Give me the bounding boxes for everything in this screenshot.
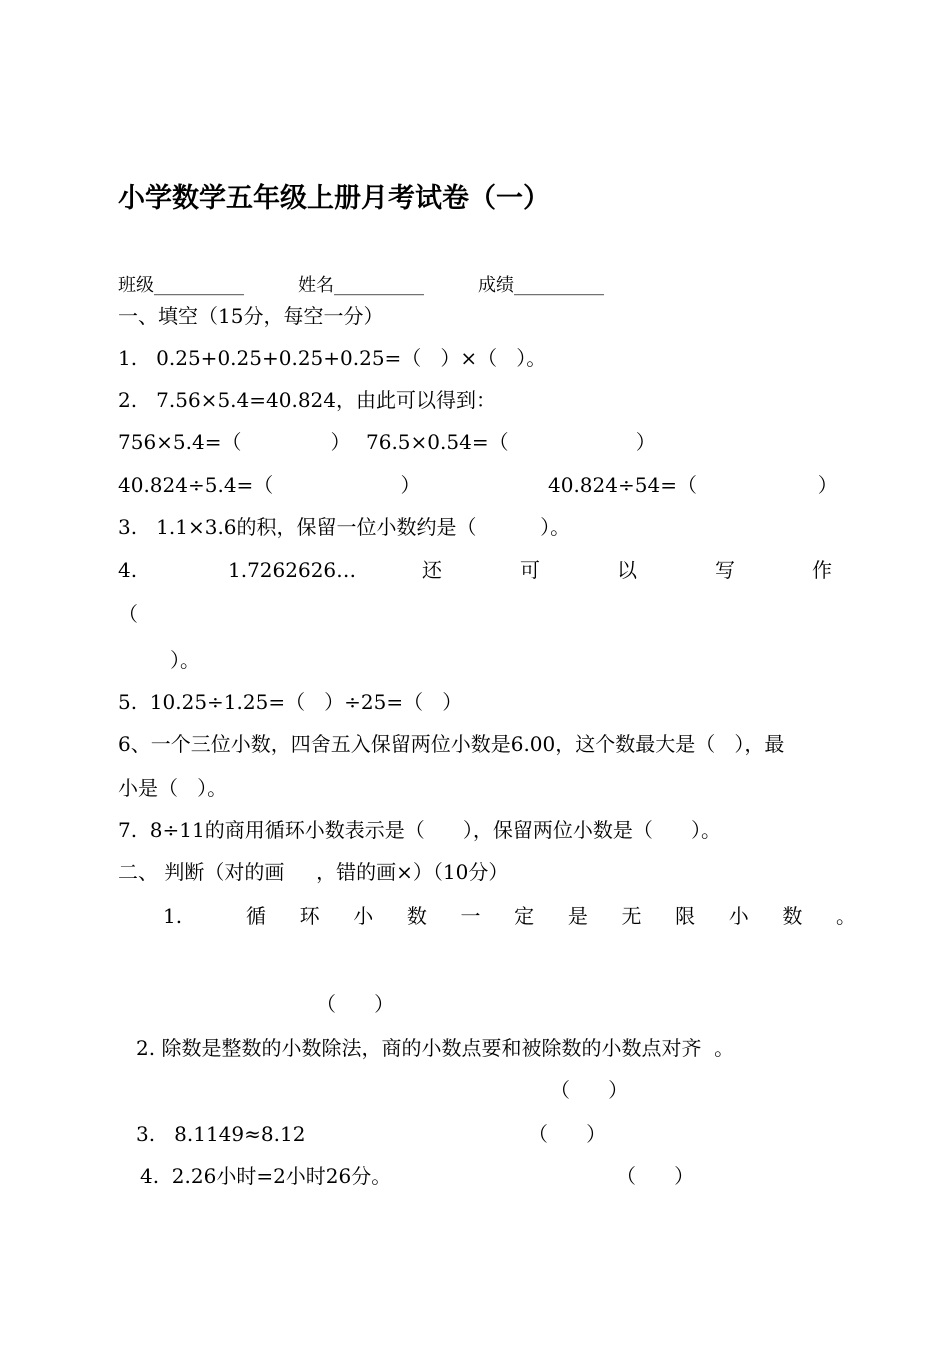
judge-1-char: 小 bbox=[353, 904, 374, 928]
judge-1-char: 是 bbox=[567, 904, 588, 928]
judge-3: 3. 8.1149≈8.12 bbox=[136, 1122, 306, 1146]
name-field: 姓名__________ bbox=[298, 275, 424, 296]
question-2b: 76.5×0.54=（ ） bbox=[366, 430, 656, 454]
question-4-paren-open: （ bbox=[118, 602, 138, 626]
judge-1-number: 1. bbox=[163, 904, 183, 928]
question-4-paren-close: ）。 bbox=[170, 648, 200, 672]
question-6-line1: 6、一个三位小数，四舍五入保留两位小数是6.00，这个数最大是（ ），最 bbox=[118, 732, 785, 756]
question-4-value: 1.7262626… bbox=[228, 558, 357, 582]
question-2c: 40.824÷5.4=（ ） bbox=[118, 473, 421, 497]
judge-1-char: 环 bbox=[299, 904, 320, 928]
judge-1-char: 小 bbox=[728, 904, 749, 928]
page-title: 小学数学五年级上册月考试卷（一） bbox=[118, 183, 550, 214]
section2-heading: 二、 判断（对的画 ，错的画×）（10分） bbox=[118, 860, 509, 884]
judge-3-paren: （ ） bbox=[528, 1122, 607, 1146]
question-4-word: 可 bbox=[520, 558, 540, 582]
judge-1-char: 。 bbox=[836, 904, 856, 928]
judge-1-char: 数 bbox=[782, 904, 803, 928]
question-2d: 40.824÷54=（ ） bbox=[548, 473, 838, 497]
judge-1-char: 定 bbox=[514, 904, 535, 928]
question-3: 3. 1.1×3.6的积，保留一位小数约是（ ）。 bbox=[118, 515, 571, 539]
judge-1-char: 数 bbox=[406, 904, 427, 928]
judge-2-paren: （ ） bbox=[550, 1078, 629, 1102]
question-2a: 756×5.4=（ ） bbox=[118, 430, 351, 454]
question-4-word: 以 bbox=[617, 558, 637, 582]
judge-4: 4. 2.26小时=2小时26分。 bbox=[140, 1164, 392, 1188]
judge-1-paren: （ ） bbox=[316, 992, 395, 1016]
question-7: 7. 8÷11的商用循环小数表示是（ ），保留两位小数是（ ）。 bbox=[118, 818, 722, 842]
question-4-word: 还 bbox=[422, 558, 442, 582]
question-2: 2. 7.56×5.4=40.824，由此可以得到： bbox=[118, 388, 496, 412]
question-5: 5. 10.25÷1.25=（ ）÷25=（ ） bbox=[118, 690, 463, 714]
question-4-word: 写 bbox=[715, 558, 735, 582]
judge-1-char: 无 bbox=[621, 904, 642, 928]
question-4-number: 4. bbox=[118, 558, 138, 582]
judge-2: 2. 除数是整数的小数除法，商的小数点要和被除数的小数点对齐 。 bbox=[136, 1036, 735, 1060]
judge-1-char: 限 bbox=[675, 904, 696, 928]
judge-4-paren: （ ） bbox=[616, 1164, 695, 1188]
judge-1-char: 一 bbox=[460, 904, 481, 928]
score-field: 成绩__________ bbox=[478, 275, 604, 296]
judge-1-char: 循 bbox=[246, 904, 266, 928]
question-4-word: 作 bbox=[812, 558, 832, 582]
question-1: 1. 0.25+0.25+0.25+0.25=（ ）×（ ）。 bbox=[118, 346, 547, 370]
question-6-line2: 小是（ ）。 bbox=[118, 776, 228, 800]
class-field: 班级__________ bbox=[118, 275, 244, 296]
section1-heading: 一、填空（15分，每空一分） bbox=[118, 304, 384, 328]
